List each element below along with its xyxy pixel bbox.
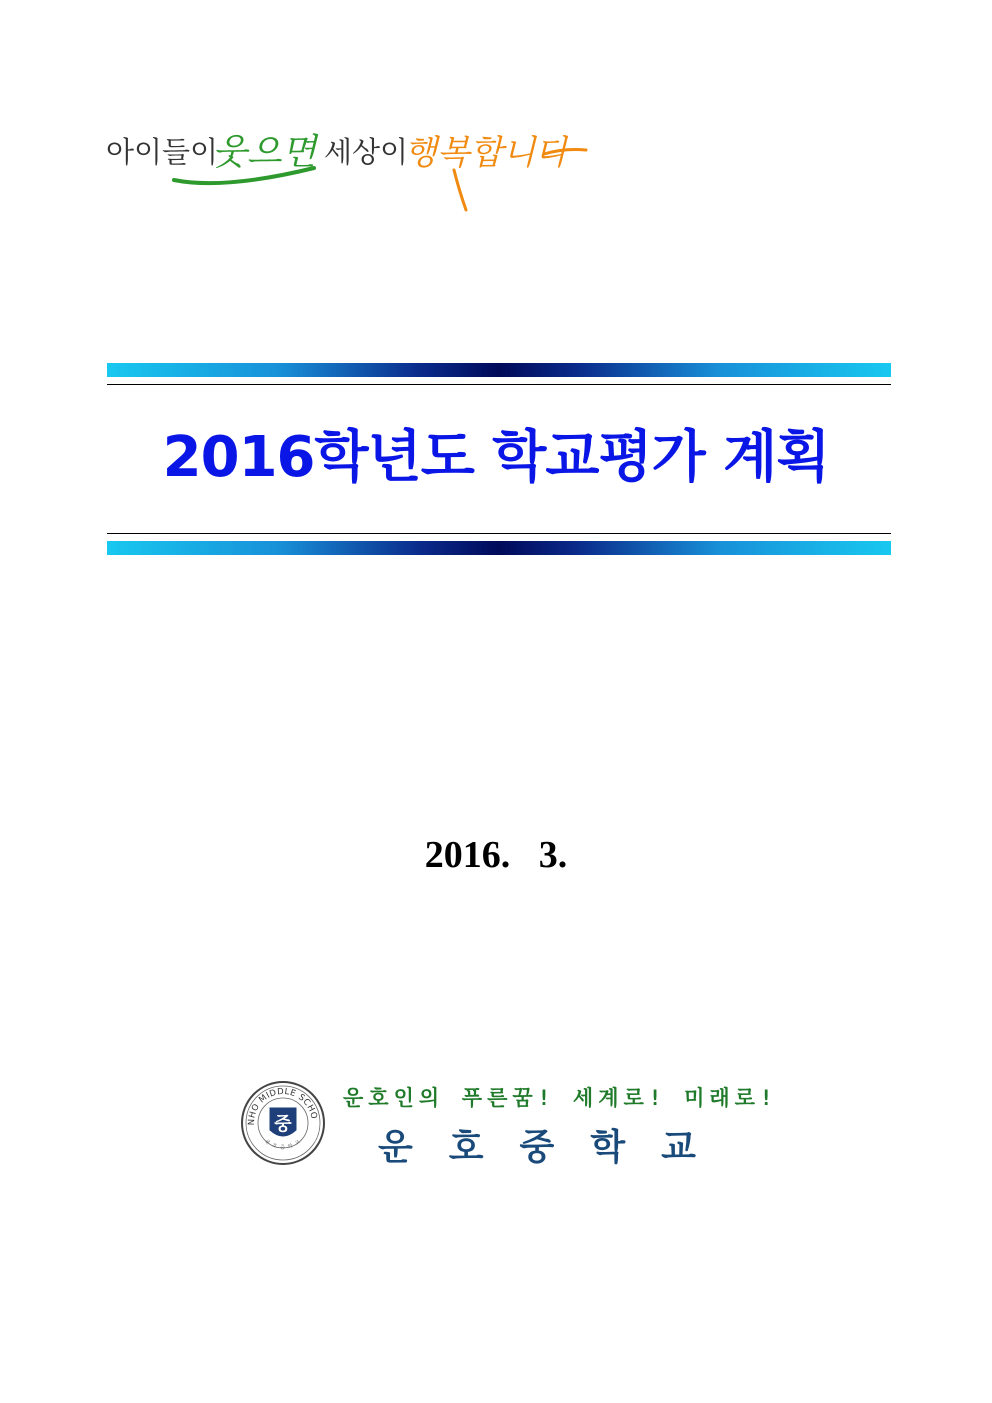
emblem-bottom-text: 운 호 중 학 교 [263, 1138, 303, 1151]
emblem-char: 중 [274, 1114, 292, 1135]
slogan-part4: 행복합니다 [404, 133, 569, 173]
title-top-rule [107, 384, 891, 385]
school-name: 운호중학교 [378, 1127, 732, 1168]
school-emblem [240, 1080, 326, 1166]
title-bottom-band [107, 541, 891, 555]
slogan-swoosh-orange [454, 170, 466, 210]
slogan-part3: 세상이 [324, 135, 409, 169]
title-bottom-rule [107, 533, 891, 534]
document-date: 2016. 3. [424, 834, 568, 876]
emblem-ring-text: NHO MIDDLE SCHO [246, 1086, 319, 1126]
slogan-part1: 아이들이 [106, 135, 219, 169]
slogan-part2: 웃으면 [212, 132, 317, 173]
document-title: 2016학년도 학교평가 계획 [162, 425, 830, 490]
title-top-band [107, 363, 891, 377]
school-motto: 운호인의 푸른꿈! 세계로! 미래로! [343, 1086, 778, 1110]
slogan-banner [104, 120, 604, 220]
